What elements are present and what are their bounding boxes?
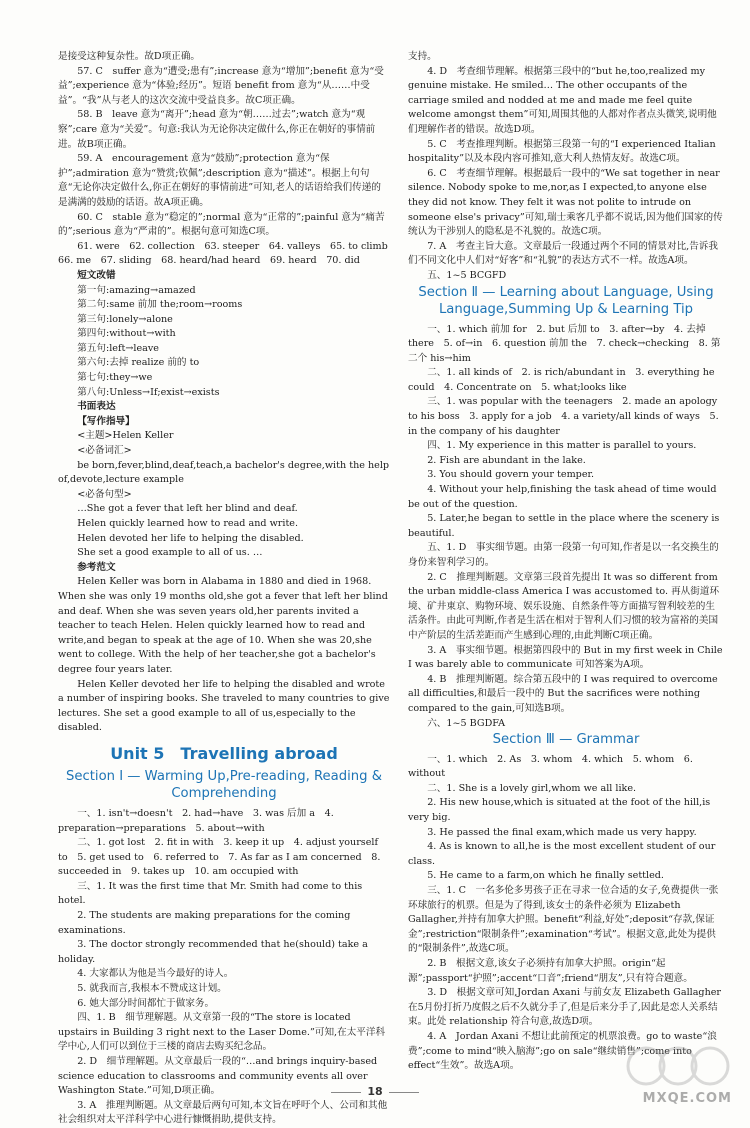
left-paragraph: 第三句:lonely→alone (77, 313, 173, 325)
left-paragraph: 3. The doctor strongly recommended that he(should) take a holiday. (58, 939, 368, 965)
right-paragraph: 4. As is known to all,he is the most excellent student of our class. (408, 841, 716, 867)
left-paragraph: 59. A encouragement 意为“鼓励”;protection 意为“保护”;admiration 意为“赞赏;钦佩”;description 意为“描述”。根据上句句意“无论你决定做什么,你正在朝好的事情前进”可知,老人的话语给我们传递的是满满的鼓励的话语。故A项正确。 (58, 153, 381, 208)
left-paragraph: 5. 就我而言,我根本不赞成这计划。 (77, 983, 227, 995)
left-paragraph: 60. C stable 意为“稳定的”;normal 意为“正常的”;painful 意为“痛苦的”;serious 意为“严肃的”。根据句意可知选C项。 (58, 211, 385, 238)
page-number-value: 18 (367, 1085, 383, 1098)
left-paragraph: 4. 大家都认为他是当今最好的诗人。 (77, 968, 234, 980)
right-paragraph: 2. His new house,which is situated at the foot of the hill,is very big. (408, 797, 711, 823)
left-paragraph: …She got a fever that left her blind and deaf. (77, 503, 298, 515)
right-paragraph: 五、1~5 BCGFD (427, 269, 507, 281)
right-paragraph: 二、1. She is a lovely girl,whom we all like. (427, 782, 637, 794)
left-paragraph: 第六句:去掉 realize 前的 to (77, 357, 200, 369)
left-paragraph: Helen devoted her life to helping the disabled. (77, 532, 304, 544)
right-paragraph: 4. B 推理判断题。综合第五段中的 I was required to overcome all difficulties,和最后一段中的 But the sacrifices were nothing compared to the gain,可知选B项。 (408, 673, 718, 714)
left-paragraph: She set a good example to all of us. … (77, 547, 263, 559)
left-paragraph: Helen quickly learned how to read and write. (77, 518, 299, 529)
right-paragraph: 4. Without your help,finishing the task ahead of time would be out of the question. (408, 484, 717, 510)
right-paragraph: 四、1. My experience in this matter is parallel to yours. (427, 440, 697, 452)
left-paragraph: be born,fever,blind,deaf,teach,a bachelor's degree,with the help of,devote,lecture example (58, 459, 390, 486)
right-paragraph: 7. A 考查主旨大意。文章最后一段通过两个不同的情景对比,告诉我们不同文化中人们对“好客”和“礼貌”的表达方式不一样。故选A项。 (408, 240, 718, 267)
left-paragraph: <主题>Helen Keller (77, 430, 174, 442)
right-paragraph: 5. Later,he began to settle in the place where the scenery is beautiful. (408, 513, 720, 539)
left-paragraph: 58. B leave 意为“离开”;head 意为“朝……过去”;watch 意为“观察”;care 意为“关爱”。句意:我认为无论你决定做什么,你正在朝好的事情前进。故B项正确。 (58, 109, 376, 150)
left-paragraph: 61. were 62. collection 63. steeper 64. valleys 65. to climb 66. me 67. sliding 68. heard/had heard 69. heard 70. did (58, 240, 398, 267)
left-paragraph: 书面表达 (77, 401, 116, 413)
right-paragraph: 五、1. D 事实细节题。由第一段第一句可知,作者是以一名交换生的身份来智利学习的。 (408, 542, 719, 568)
left-paragraph: 【写作指导】 (77, 415, 135, 427)
right-paragraph: 一、1. which 前加 for 2. but 后加 to 3. after→by 4. 去掉 there 5. of→in 6. question 前加 the 7. check→checking 8. 第二个 his→him (408, 323, 721, 364)
left-paragraph: 第二句:same 前加 the;room→rooms (77, 299, 243, 311)
left-paragraph: 二、1. got lost 2. fit in with 3. keep it up 4. adjust yourself to 5. get used to 6. referred to 7. As far as I am concerned 8. succeeded in 9. takes up 10. am occupied with (58, 837, 381, 878)
watermark-text: MXQE.COM (642, 1091, 732, 1106)
left-paragraph: Helen Keller was born in Alabama in 1880 and died in 1968. When she was only 19 months old,she got a fever that left her blind and deaf. When she was seven years old,her parents invited a teacher to teach Helen. Helen quickly learned how to read and write,and began to speak at the age of 10. When she was 20,she went to college. With the help of her teacher,she got a bachelor's degree four years later. (58, 576, 388, 675)
left-paragraph: 第七句:they→we (77, 372, 153, 384)
right-paragraph: 二、1. all kinds of 2. is rich/abundant in 3. everything he could 4. Concentrate on 5. what;looks like (408, 367, 715, 393)
right-paragraph: 4. A Jordan Axani 不想让此前预定的机票浪费。go to waste“浪费”;come to mind“映入脑海”;go on sale“继续销售”;come into effect“生效”。故选A项。 (408, 1030, 717, 1072)
left-paragraph: 三、1. It was the first time that Mr. Smith had come to this hotel. (58, 880, 363, 907)
right-paragraph: 3. D 根据文章可知,Jordan Axani 与前女友 Elizabeth Gallagher 在5月份打折乃度假之后不久就分手了,但是后来分手了,因此是恋人关系结束。此处 relationship 符合句意,故选D项。 (408, 987, 722, 1028)
left-paragraph: 四、1. B 细节理解题。从文章第一段的“The store is located upstairs in Building 3 right next to the Laser Dome.”可知,在太平洋科学中心,人们可以到位于三楼的商店去购买纪念品。 (58, 1012, 386, 1053)
right-paragraph: 5. He came to a farm,on which he finally settled. (427, 870, 664, 882)
right-paragraph: 4. D 考查细节理解。根据第三段中的“but he,too,realized my genuine mistake. He smiled… The other occupants of the carriage smiled and nodded at me and made me feel quite welcome amongst them”可知,周围其他的人都对作者点头微笑,说明他们理解作者的错误。故选D项。 (408, 65, 717, 135)
right-paragraph: 5. C 考查推理判断。根据第三段第一句的“I experienced Italian hospitality”以及本段内容可推知,意大利人热情友好。故选C项。 (408, 138, 716, 165)
left-paragraph: 第一句:amazing→amazed (77, 284, 196, 296)
left-paragraph: 57. C suffer 意为“遭受;患有”;increase 意为“增加”;benefit 意为“受益”;experience 意为“体验;经历”。短语 benefit from 意为“从……中受益”。“我”从与老人的这次交流中受益良多。故C项正确。 (58, 65, 384, 106)
right-paragraph: 六、1~5 BGDFA (427, 717, 506, 729)
right-paragraph: 2. B 根据文意,该女子必须持有加拿大护照。origin“起源”;passport“护照”;accent“口音”;friend“朋友”,只有符合题意。 (408, 957, 693, 984)
left-paragraph: 短文改错 (77, 269, 116, 281)
right-paragraph: 2. Fish are abundant in the lake. (427, 454, 586, 466)
left-paragraph: <必备词汇> (77, 445, 132, 457)
right-paragraph: 一、1. which 2. As 3. whom 4. which 5. whom 6. without (408, 753, 693, 780)
left-paragraph: 2. The students are making preparations for the coming examinations. (58, 910, 351, 936)
right-paragraph: 支持。 (408, 51, 437, 62)
right-section-heading: Section Ⅱ — Learning about Language, Using Language,Summing Up & Learning Tip (418, 284, 714, 317)
left-paragraph: 第八句:Unless→If;exist→exists (77, 386, 220, 398)
left-paragraph: 一、1. isn't→doesn't 2. had→have 3. was 后加 a 4. preparation→preparations 5. about→with (58, 807, 334, 834)
left-paragraph: 2. D 细节理解题。从文章最后一段的“…and brings inquiry-based science education to classrooms and community events all over Washington State.”可知,D项正确。 (58, 1056, 378, 1097)
right-paragraph: 2. C 推理判断题。文章第三段首先提出 It was so different from the urban middle-class America I was accustomed to. 再从街道环境、矿井東京、购物环境、娱乐设施、自然条件等方面描写智利较差的生活条件。由此可判断,作者是生活在相对于智利人们习惯的较为富裕的美国中产阶层的生活差距而产生感到心理的,由此判断C项正确。 (408, 571, 720, 641)
left-section-heading: Section Ⅰ — Warming Up,Pre-reading, Reading & Comprehending (66, 768, 382, 802)
left-paragraph: <必备句型> (77, 488, 132, 500)
left-column (58, 50, 398, 1128)
right-column (408, 50, 724, 1074)
left-paragraph: 第四句:without→with (77, 328, 176, 340)
left-unit-heading: Unit 5 Travelling abroad (110, 743, 338, 763)
left-paragraph: Helen Keller devoted her life to helping the disabled and wrote a number of inspiring books. She traveled to many countries to give lectures. She set a good example to all of us,especially to the disabled. (58, 678, 390, 734)
left-paragraph: 参考范文 (77, 561, 116, 573)
left-paragraph: 是接受这种复杂性。故D项正确。 (58, 51, 201, 62)
right-paragraph: 3. A 事实细节题。根据第四段中的 But in my first week in Chile I was barely able to communicate 可知答案为A项。 (408, 644, 723, 671)
right-paragraph: 6. C 考查细节理解。根据最后一段中的“We sat together in near silence. Nobody spoke to me,nor,as I expected,to anyone else they did not know. They felt it was not polite to intrude on someone else's privacy”可知,瑞士乘客几乎都不说话,因为他们国家的传统认为干涉别人的隐私是不礼貌的。故选C项。 (408, 167, 723, 238)
right-paragraph: 三、1. C 一名多伦多男孩子正在寻求一位合适的女子,免费提供一张环球旅行的机票。但是为了得到,该女士的条件必须为 Elizabeth Gallagher,并持有加拿大护照。benefit“利益,好处”;deposit“存款,保证金”;restriction“限制条件”;examination“考试”。根据文意,此处为提供的“限制条件”,故选C项。 (408, 884, 719, 955)
left-paragraph: 第五句:left→leave (77, 342, 159, 354)
left-paragraph: 6. 她大部分时间都忙于做家务。 (77, 997, 215, 1009)
right-paragraph: 3. You should govern your temper. (427, 469, 595, 481)
left-paragraph: 3. A 推理判断题。从文章最后两句可知,本文旨在呼吁个人、公司和其他社会组织对太平洋科学中心进行慷慨捐助,提供支持。 (58, 1099, 388, 1126)
right-section-heading: Section Ⅲ — Grammar (492, 732, 640, 748)
right-paragraph: 3. He passed the final exam,which made us very happy. (427, 826, 697, 838)
right-paragraph: 三、1. was popular with the teenagers 2. made an apology to his boss 3. apply for a job 4. a variety/all kinds of ways 5. in the company of his daughter (408, 396, 719, 437)
